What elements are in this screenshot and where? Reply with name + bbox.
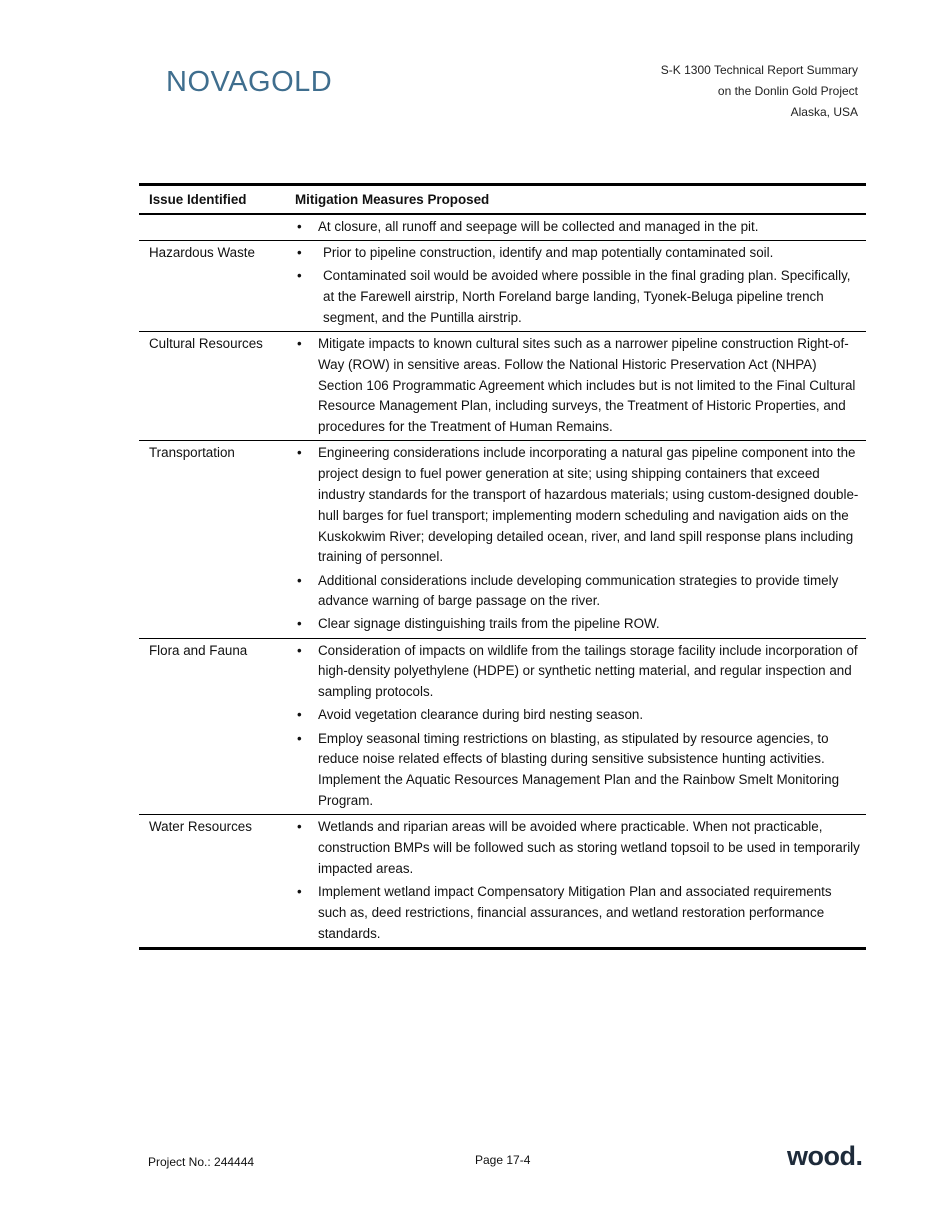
measure-text: Avoid vegetation clearance during bird nesting season. (318, 707, 644, 723)
measure-item (295, 334, 860, 438)
page-number: Page 17-4 (475, 1153, 531, 1167)
table-row (139, 240, 866, 331)
bullet-icon: • (297, 884, 302, 899)
measure-item (295, 882, 860, 944)
measure-text: Consideration of impacts on wildlife from the tailings storage facility include incorporation of high-density polyethylene (HDPE) or synthetic netting material, and regular inspection and sampling protocols. (318, 642, 858, 700)
bullet-icon: • (297, 335, 302, 351)
measure-item (295, 571, 860, 613)
issue-cell: Cultural Resources (139, 331, 295, 440)
measure-text: Implement wetland impact Compensatory Mitigation Plan and associated requirements such as, deed restrictions, financial assurances, and wetland restoration performance standards. (318, 884, 832, 941)
measure-item (295, 729, 860, 812)
measure-item (295, 705, 860, 726)
measure-item (295, 243, 860, 264)
measures-list (295, 641, 860, 812)
measure-item (295, 266, 860, 328)
measure-item (295, 614, 860, 635)
bullet-icon: • (297, 730, 302, 746)
issue-cell: Hazardous Waste (139, 240, 295, 331)
column-header-measures: Mitigation Measures Proposed (295, 186, 866, 214)
bullet-icon: • (297, 572, 302, 588)
measures-cell (295, 240, 866, 331)
measures-cell (295, 214, 866, 241)
measure-text: At closure, all runoff and seepage will be collected and managed in the pit. (318, 218, 759, 234)
report-header (661, 60, 858, 123)
measures-list (295, 334, 860, 438)
table-row (139, 331, 866, 440)
bullet-icon: • (297, 268, 302, 284)
novagold-logo (166, 66, 332, 99)
bullet-icon: • (297, 445, 302, 461)
issue-cell (139, 214, 295, 241)
measure-text: Employ seasonal timing restrictions on blasting, as stipulated by resource agencies, to reduce noise related effects of blasting during sensitive subsistence hunting activities. Implement the Aquatic Resources Management Plan and the Rainbow Smelt Monitoring Program. (318, 730, 840, 809)
wood-logo: wood. (787, 1141, 863, 1171)
measures-list (295, 243, 860, 329)
issue-cell: Transportation (139, 441, 295, 638)
measure-text: Prior to pipeline construction, identify and map potentially contaminated soil. (323, 244, 774, 260)
measure-item (295, 641, 860, 703)
measures-list (295, 217, 860, 238)
measure-item (295, 817, 860, 879)
bullet-icon: • (297, 244, 302, 260)
bullet-icon: • (297, 616, 302, 632)
measure-item (295, 217, 860, 238)
column-header-issue: Issue Identified (139, 186, 295, 214)
measure-text: Contaminated soil would be avoided where possible in the final grading plan. Specifically, at the Farewell airstrip, North Foreland barge landing, Tyonek-Beluga pipeline trench segment, and the Puntilla airstrip. (323, 268, 851, 325)
bullet-icon: • (297, 819, 302, 835)
table-row (139, 815, 866, 947)
measures-cell (295, 331, 866, 440)
table-header-row (139, 186, 866, 214)
table-body (139, 214, 866, 947)
measures-cell (295, 638, 866, 815)
measure-text: Engineering considerations include incorporating a natural gas pipeline component into the project design to fuel power generation at site; using shipping containers that exceed industry standards for the transport of hazardous materials; using custom-designed double-hull barges for fuel transport; implementing modern scheduling and navigation aids on the Kuskokwim River; developing detailed ocean, river, and land spill response plans including training of personnel. (318, 445, 859, 565)
measures-list (295, 817, 860, 944)
table-row (139, 638, 866, 815)
measures-list (295, 443, 860, 635)
issue-cell: Water Resources (139, 815, 295, 947)
measure-text: Additional considerations include developing communication strategies to provide timely advance warning of barge passage on the river. (318, 572, 839, 609)
bullet-icon: • (297, 707, 302, 723)
measure-text: Mitigate impacts to known cultural sites such as a narrower pipeline construction Right-of-Way (ROW) in sensitive areas. Follow the National Historic Preservation Act (NHPA) Section 106 Programmatic Agreement which includes but is not limited to the Final Cultural Resource Management Plan, including surveys, the Treatment of Historic Properties, and procedures for the Treatment of Human Remains. (318, 335, 856, 435)
novagold-logo-text: NOVAGOLD (166, 66, 333, 98)
bullet-icon: • (297, 218, 302, 234)
report-title-line3: Alaska, USA (790, 105, 858, 119)
report-title-line1: S-K 1300 Technical Report Summary (660, 63, 858, 77)
project-number: Project No.: 244444 (148, 1155, 255, 1169)
measure-item (295, 443, 860, 568)
table-row (139, 441, 866, 638)
mitigation-table (139, 183, 866, 950)
measures-cell (295, 441, 866, 638)
measure-text: Wetlands and riparian areas will be avoided where practicable. When not practicable, construction BMPs will be followed such as storing wetland topsoil to be used in temporarily impacted areas. (318, 819, 860, 876)
report-title-line2: on the Donlin Gold Project (717, 84, 858, 98)
bullet-icon: • (297, 642, 302, 658)
table-row (139, 214, 866, 241)
issue-cell: Flora and Fauna (139, 638, 295, 815)
measure-text: Clear signage distinguishing trails from the pipeline ROW. (318, 616, 660, 632)
measures-cell (295, 815, 866, 947)
